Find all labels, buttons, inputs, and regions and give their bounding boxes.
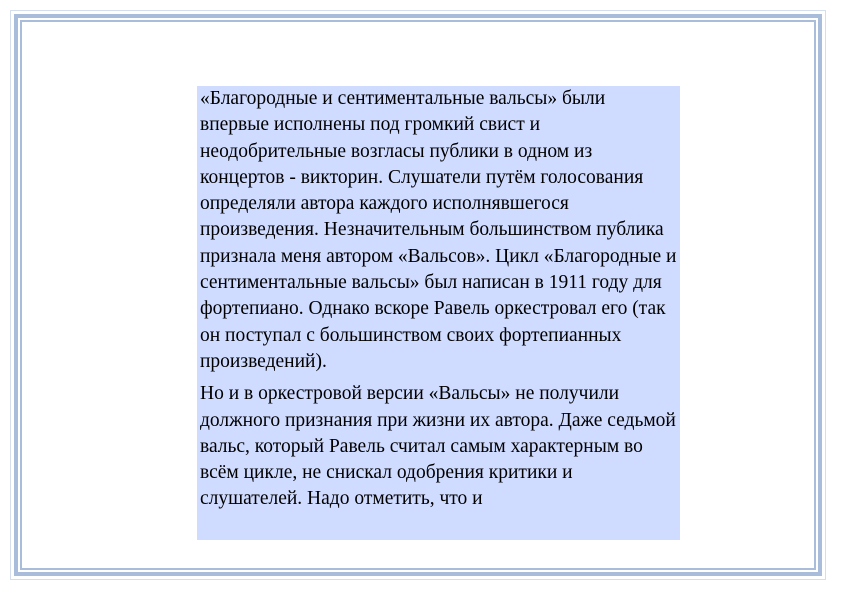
paragraph-1: «Благородные и сентиментальные вальсы» были впервые исполнены под громкий свист и неодобрительные возгласы публики в одном из концертов - викторин. Слушатели путём голосования определяли автора каждого исполнявшегося произведения. Незначительным большинством публика признала меня автором «Вальсов». Цикл «Благородные и сентиментальные вальсы» был написан в 1911 году для фортепиано. Однако вскоре Равель оркестровал его (так он поступал с большинством своих фортепианных произведений). — [200, 88, 677, 372]
text-block — [197, 86, 680, 540]
paragraph-2: Но и в оркестровой версии «Вальсы» не получили должного признания при жизни их автора. Даже седьмой вальс, который Равель считал самым характерным во всём цикле, не снискал одобрения критики и слушателей. Надо отметить, что и — [200, 383, 676, 510]
